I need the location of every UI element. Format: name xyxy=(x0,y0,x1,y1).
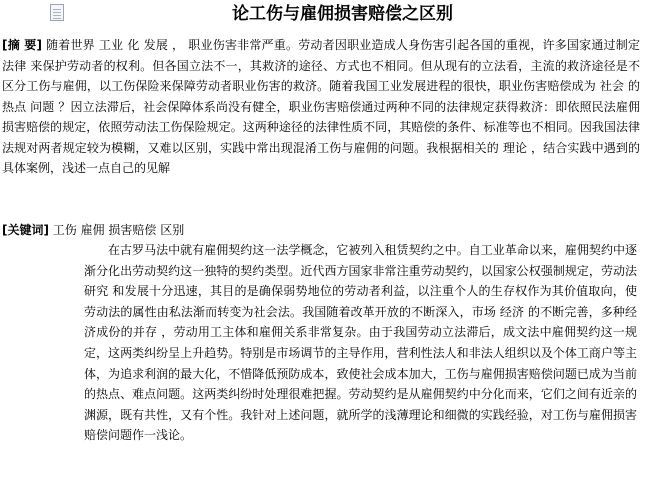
body-paragraph: 在古罗马法中就有雇佣契约这一法学概念，它被列入租赁契约之中。自工业革命以来，雇佣契约中逐渐分化出劳动契约这一独特的契约类型。近代西方国家非常注重劳动契约，以国家公权强制规定，劳动法 研究 和发展十分迅速，其目的是确保弱势地位的劳动者利益，以注重个人的生存权作为其价值取向，使劳动法的属性由私法渐而转变为社会法。我国随着改革开放的不断深入，市场 经济 的不断完善，多种经济成份的并存 ，劳动用工主体和雇佣关系非常复杂。由于我国劳动立法滞后，成文法中雇佣契约这一规定，这两类纠纷呈上升趋势。特别是市场调节的主导作用，营利性法人和非法人组织以及个体工商户等主体，为追求利润的最大化，不惜降低预防成本，致使社会成本加大，工伤与雇佣损害赔偿问题已成为当前的热点、难点问题。这两类纠纷时处理很难把握。劳动契约是从雇佣契约中分化而来，它们之间有近亲的渊源，既有共性，又有个性。我针对上述问题，就所学的浅薄理论和细微的实践经验，对工伤与雇佣损害赔偿问题作一浅论。 xyxy=(84,243,637,443)
keywords-line xyxy=(2,220,642,240)
abstract-paragraph xyxy=(2,35,640,179)
abstract-text: 随着世界 工业 化 发展 ， 职业伤害非常严重。劳动者因职业造成人身伤害引起各国的重视，许多国家通过制定 法律 来保护劳动者的权利。但各国立法不一，其救济的途径、方式也不相同。但从现有的立法看，主流的救济途径是不区分工伤与雇佣，以工伤保险来保障劳动者职业伤害的救济。随着我国工业发展进程的很快，职业伤害赔偿成为 社会 的热点 问题 ？因立法滞后，社会保障体系尚没有健全，职业伤害赔偿通过两种不同的法律规定获得救济：即依照民法雇佣损害赔偿的规定，依照劳动法工伤保险规定。这两种途径的法律性质不同，其赔偿的条件、标准等也不相同。因我国法律法规对两者规定较为模糊，又难以区别，实践中常出现混淆工伤与雇佣的问题。我根据相关的 理论 ，结合实践中遇到的具体案例，浅述一点自己的见解 xyxy=(2,38,640,175)
page-title: 论工伤与雇佣损害赔偿之区别 xyxy=(232,4,453,24)
keywords-text: 工伤 雇佣 损害赔偿 区别 xyxy=(48,223,185,237)
keywords-label: [关键词] xyxy=(2,223,49,237)
abstract-label: [摘 要] xyxy=(2,38,42,52)
document-icon xyxy=(50,4,64,21)
